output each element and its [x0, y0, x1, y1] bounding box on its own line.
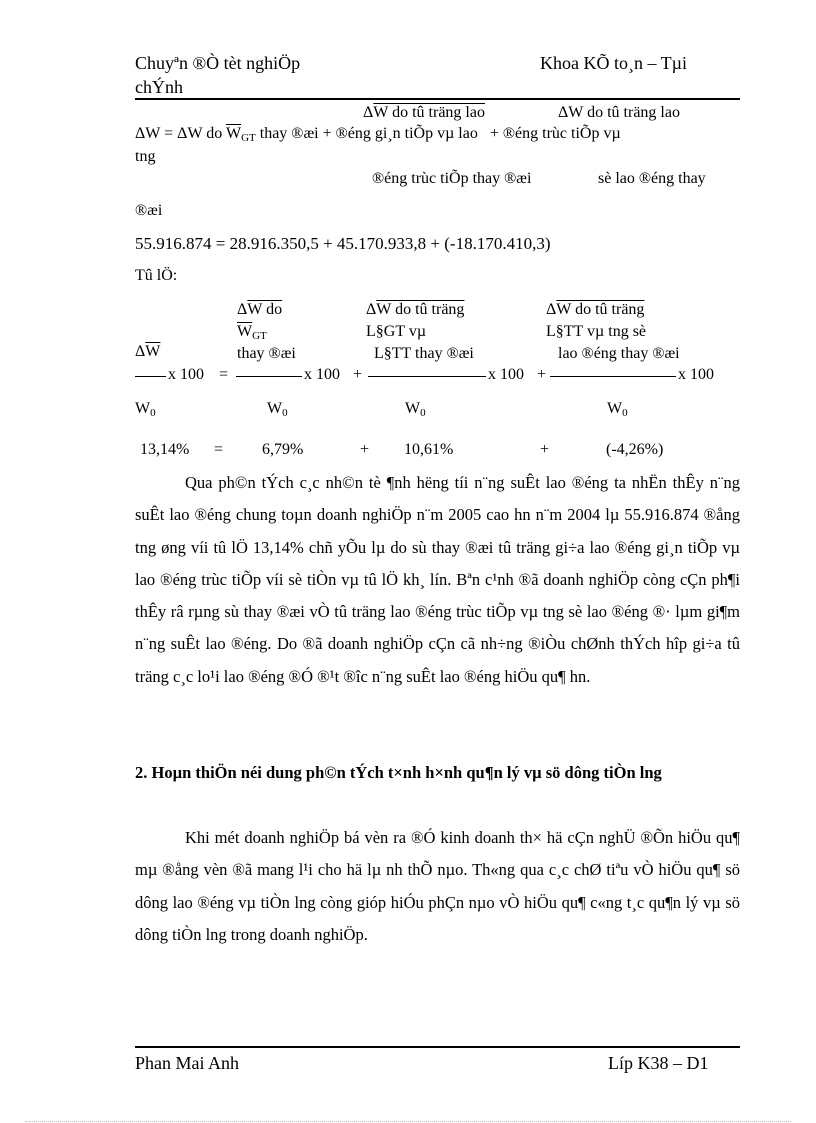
times-100: x 100	[168, 366, 204, 383]
percent-v3: (-4,26%)	[606, 441, 664, 458]
formula1-top-col1: ΔW do tû träng lao	[363, 104, 485, 121]
formula2-lhs-num: $\Delta\overline{W}$	[135, 343, 161, 360]
denominator-w0: $W_0$	[405, 400, 426, 419]
plus-sign: +	[537, 366, 547, 383]
denominator-w0: $W_0$	[607, 400, 628, 419]
formula1-main: ΔW = ΔW do $\overline{W}_{GT}$ thay ®æi + ®éng gi¸n tiÕp vµ lao + ®éng trùc tiÕp vµ	[135, 125, 621, 144]
formula1-tang: tng	[135, 148, 156, 165]
percent-eq: =	[214, 441, 224, 458]
formula1-thay-doi: ®æi	[135, 202, 163, 219]
formula1-top-col2: ΔW do tû träng lao	[558, 104, 680, 121]
footer-rule	[135, 1046, 740, 1048]
header-rule	[135, 98, 740, 100]
denominator-w0: $W_0$	[135, 400, 156, 419]
delta-symbol: Δ	[558, 104, 569, 121]
times-100: x 100	[488, 366, 524, 383]
equals-sign: =	[219, 366, 229, 383]
paragraph-intro: Khi mét doanh nghiÖp bá vèn ra ®Ó kinh doanh th× hä cÇn nghÜ ®Õn hiÖu qu¶ mµ ®ång vèn ®ã mang l¹i cho hä lµ nh thÕ nµo. Th«ng qua c¸c chØ tiªu vÒ hiÖu qu¶ sö dông lao ®éng vµ tiÒn lng còng gióp hiÓu phÇn nµo vÒ hiÖu qu¶ c«ng t¸c qu¶n lý vµ sö dông tiÒn lng trong doanh nghiÖp.	[135, 828, 740, 944]
formula2-col2: ΔW do tû träng L§GT vµ L§TT thay ®æi	[366, 301, 474, 362]
page-edge	[25, 1121, 791, 1122]
paragraph-analysis: Qua ph©n tÝch c¸c nh©n tè ¶nh hëng tíi n¨ng suÊt lao ®éng ta nhËn thÊy n¨ng suÊt lao ®éng chung toµn doanh nghiÖp n¨m 2005 cao hn n¨m 2004 lµ 55.916.874 ®ång tng øng víi tû lÖ 13,14% chñ yÕu lµ do sù thay ®æi tû träng gi÷a lao ®éng gi¸n tiÕp vµ lao ®éng trùc tiÕp víi sè tiÒn vµ tû lÖ kh¸ lín. Bªn c¹nh ®ã doanh nghiÖp còng cÇn ph¶i thÊy râ rµng sù thay ®æi vÒ tû träng lao ®éng trùc tiÕp vµ tng sè lao ®éng ®· lµm gi¶m n¨ng suÊt lao ®éng. Do ®ã doanh nghiÖp cÇn cã nh÷ng ®iÒu chØnh thÝch hîp gi÷a tû träng c¸c lo¹i lao ®éng ®Ó ®¹t ®îc n¨ng suÊt lao ®éng hiÖu qu¶ hn.	[135, 473, 740, 686]
percent-v1: 6,79%	[262, 441, 304, 458]
header-title: Chuyªn ®Ò tèt nghiÖp chÝnh	[135, 53, 301, 97]
ratio-label: Tû lÖ:	[135, 267, 178, 284]
percent-plus: +	[540, 441, 550, 458]
formula1-sub-col2: sè lao ®éng thay	[598, 170, 706, 187]
times-100: x 100	[678, 366, 714, 383]
plus-sign: +	[353, 366, 363, 383]
footer-class: Líp K38 – D1	[608, 1053, 709, 1073]
equation-values: 55.916.874 = 28.916.350,5 + 45.170.933,8 + (-18.170.410,3)	[135, 234, 551, 253]
percent-total: 13,14%	[140, 441, 190, 458]
fraction-bar	[550, 376, 676, 377]
formula1-sub-col1: ®éng trùc tiÕp thay ®æi	[372, 170, 532, 187]
footer-author: Phan Mai Anh	[135, 1053, 240, 1073]
formula2-col3: ΔW do tû träng L§TT vµ tng sè lao ®éng thay ®æi	[546, 301, 680, 362]
header-faculty: Khoa KÕ to¸n – Tµi	[540, 53, 688, 73]
formula2-col1: ΔW do $\overline{W}_{GT}$ thay ®æi	[237, 301, 296, 362]
fraction-bar	[368, 376, 486, 377]
section-heading: 2. Hoµn thiÖn néi dung ph©n tÝch t×nh h×nh qu¶n lý vµ sö dông tiÒn lng	[135, 763, 662, 782]
times-100: x 100	[304, 366, 340, 383]
fraction-bar	[135, 376, 166, 377]
percent-v2: 10,61%	[404, 441, 454, 458]
delta-symbol: Δ	[363, 104, 374, 121]
fraction-bar	[236, 376, 302, 377]
denominator-w0: $W_0$	[267, 400, 288, 419]
percent-plus: +	[360, 441, 370, 458]
